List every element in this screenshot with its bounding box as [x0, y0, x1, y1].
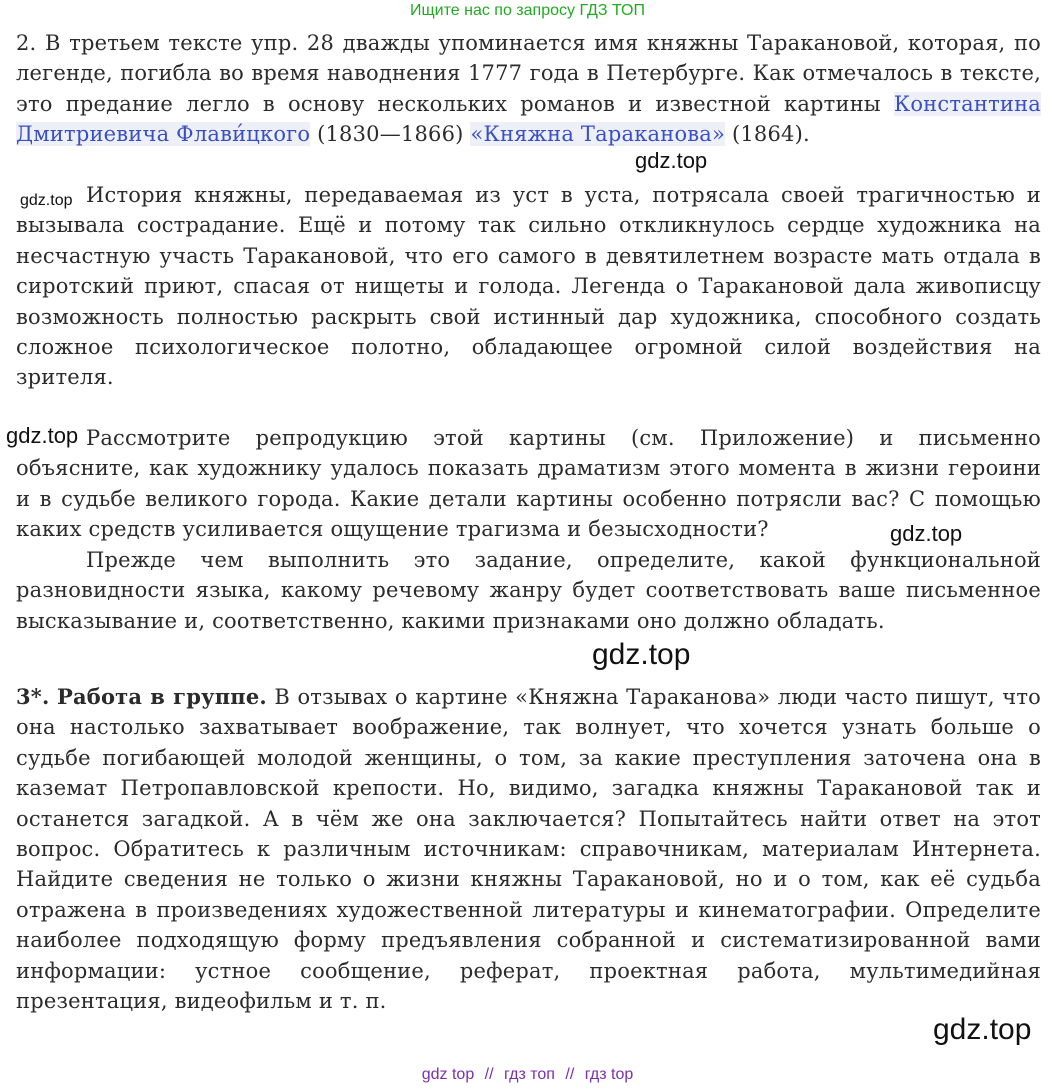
top-banner[interactable]: Ищите нас по запросу ГДЗ ТОП [410, 2, 645, 19]
footer-links [0, 1063, 1055, 1087]
task3-text: В отзывах о картине «Княжна Тараканова» люди часто пишут, что она настолько захватывает воображение, так волнует, что хочется узнать больше о судьбе погибающей молодой женщины, о том, за какие преступления заточена она в каземат Петропавловской крепости. Но, видимо, загадка княжны Таракановой так и останется загадкой. А в чём же она заключается? Попытайтесь найти ответ на этот вопрос. Обратитесь к различным источникам: справочникам, материалам Интернета. Найдите сведения не только о жизни княжны Таракановой, но и о том, как её судьба отражена в произведениях художественной литературы и кинематографии. Определите наиболее подходящую форму предъявления собранной и систематизированной вами информации: устное сообщение, реферат, проектная работа, мультимедийная презентация, видеофильм и т. п. [16, 685, 1041, 1014]
task2-intro-text: 2. В третьем тексте упр. 28 дважды упоминается имя княжны Таракановой, которая, по легенде, погибла во время наводнения 1777 года в Петербурге. Как отмечалось в тексте, это предание легло в основу нескольких романов и известной картины [16, 31, 1041, 116]
watermark: gdz.top [933, 1013, 1032, 1046]
watermark: gdz.top [592, 638, 691, 671]
footer-link-gdz-top[interactable]: gdz top [421, 1066, 475, 1083]
watermark: gdz.top [6, 423, 79, 448]
watermark: gdz.top [635, 148, 708, 173]
artist-link[interactable]: Константина Дмитриевича Флави́цкого [16, 91, 1041, 147]
footer-separator: // [484, 1066, 494, 1083]
painting-link[interactable]: «Княжна Тараканова» [470, 122, 726, 147]
task3-title: Работа в группе. [56, 684, 267, 709]
task2-history-paragraph: История княжны, передаваемая из уст в уста, потрясала своей трагичностью и вызывала сострадание. Ещё и потому так сильно откликнулось сердце художника на несчастную участь Таракановой, что его самого в девятилетнем возрасте мать отдала в сиротский приют, спасая от нищеты и голода. Легенда о Таракановой дала живописцу возможность полностью раскрыть свой истинный дар художника, способного создать сложное психологическое полотно, обладающее огромной силой воздействия на зрителя. [16, 183, 1041, 390]
task2-assignment-paragraph: Рассмотрите репродукцию этой картины (см. Приложение) и письменно объясните, как художнику удалось показать драматизм этого момента в жизни героини и в судьбе великого города. Какие детали картины особенно потрясли вас? С помощью каких средств усиливается ощущение трагизма и безысходности? [16, 426, 1041, 542]
watermark: gdz.top [890, 521, 963, 546]
task3-paragraph [16, 682, 1041, 1016]
artist-years: (1830—1866) [310, 122, 471, 147]
painting-year: (1864). [725, 122, 810, 147]
task2-intro [16, 28, 1041, 150]
footer-link-gdz-top-ru[interactable]: гдз топ [504, 1066, 555, 1083]
task3-number: 3*. [16, 684, 50, 709]
watermark: gdz.top [20, 192, 73, 209]
footer-link-gdz-top-mixed[interactable]: гдз top [584, 1066, 634, 1083]
footer-separator: // [565, 1066, 575, 1083]
task2-preparation-paragraph: Прежде чем выполнить это задание, определите, какой функциональной разновидности языка, какому речевому жанру будет соответствовать ваше письменное высказывание и, соответственно, какими признаками оно должно обладать. [16, 548, 1041, 633]
